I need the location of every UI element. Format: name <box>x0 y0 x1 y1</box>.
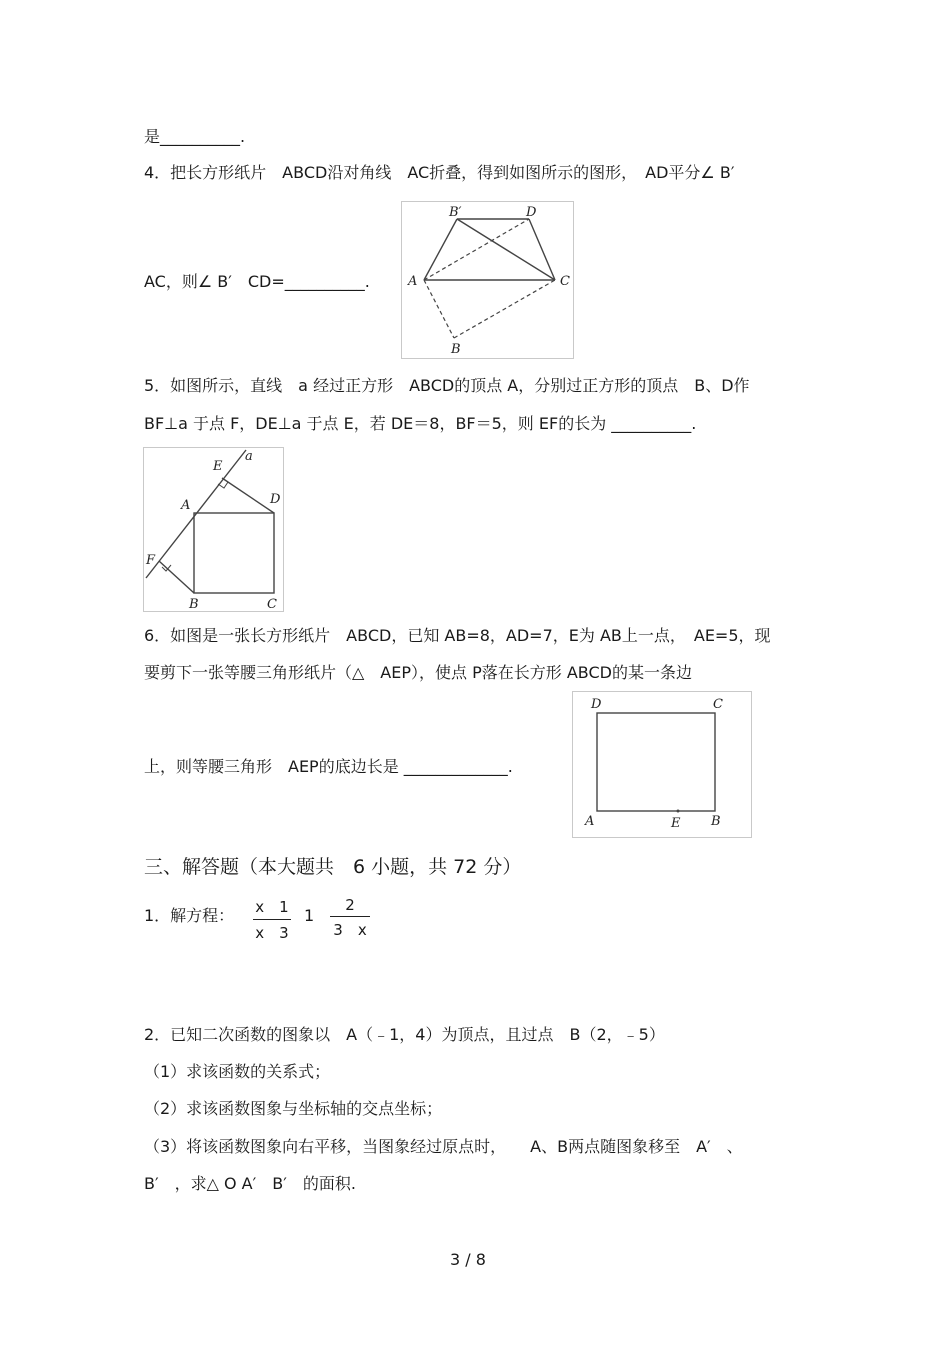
q6-text-line1: 6．如图是一张长方形纸片 ABCD，已知 AB=8，AD=7，E为 AB上一点， AE=5，现 <box>144 626 771 645</box>
q4-text-line2: AC，则∠ B′ CD=__________. <box>144 272 370 291</box>
q6-label-b: B <box>711 814 721 829</box>
q6-text-line3: 上，则等腰三角形 AEP的底边长是 _____________. <box>144 757 513 776</box>
q5-label-b: B <box>189 597 199 611</box>
equation-one: 1 <box>304 906 315 925</box>
q5-label-a-line: a <box>245 449 253 464</box>
q5-label-c: C <box>267 597 277 611</box>
q4-label-b: B <box>451 342 461 357</box>
q5-label-d: D <box>270 492 281 507</box>
q5-label-e: E <box>213 459 223 474</box>
fraction-2-numerator: 2 <box>345 896 355 914</box>
q4-label-a: A <box>408 274 418 289</box>
s3-q2-sub3b: B′ ，求△ O A′ B′ 的面积. <box>144 1174 356 1193</box>
s3-q1-label: 1．解方程： <box>144 906 235 925</box>
q5-text-line2: BF⊥a 于点 F，DE⊥a 于点 E，若 DE＝8，BF＝5，则 EF的长为 __________. <box>144 414 697 433</box>
q6-label-c: C <box>713 697 723 712</box>
equation-fraction-2 <box>330 896 370 940</box>
s3-q2-sub1: （1）求该函数的关系式； <box>144 1062 331 1081</box>
q4-figure <box>401 201 574 359</box>
q6-label-d: D <box>591 697 602 712</box>
blank-line-top: 是__________. <box>144 127 246 146</box>
equation-fraction-1 <box>253 896 291 943</box>
fraction-1-denominator: x 3 <box>255 924 289 942</box>
q6-text-line2: 要剪下一张等腰三角形纸片（△ AEP），使点 P落在长方形 ABCD的某一条边 <box>144 663 692 682</box>
q5-label-a: A <box>181 498 191 513</box>
q4-label-d: D <box>526 205 537 220</box>
q6-figure <box>572 691 752 838</box>
fraction-1-numerator: x 1 <box>255 898 289 916</box>
fraction-2-denominator: 3 x <box>333 921 367 939</box>
section3-heading: 三、解答题（本大题共 6 小题，共 72 分） <box>144 856 522 878</box>
q5-text-line1: 5．如图所示，直线 a 经过正方形 ABCD的顶点 A，分别过正方形的顶点 B、D作 <box>144 376 750 395</box>
s3-q2-sub2: （2）求该函数图象与坐标轴的交点坐标； <box>144 1099 443 1118</box>
page-number: 3 / 8 <box>450 1250 486 1269</box>
s3-q2-sub3: （3）将该函数图象向右平移，当图象经过原点时， A、B两点随图象移至 A′ 、 <box>144 1137 743 1156</box>
q4-label-bprime: B′ <box>449 205 462 220</box>
q5-label-f: F <box>146 553 156 568</box>
q6-label-e: E <box>671 816 681 831</box>
q4-text-line1: 4．把长方形纸片 ABCD沿对角线 AC折叠，得到如图所示的图形， AD平分∠ B′ <box>144 163 735 182</box>
q6-label-a: A <box>585 814 595 829</box>
q5-figure <box>143 447 284 612</box>
q4-label-c: C <box>560 274 570 289</box>
s3-q2-line1: 2．已知二次函数的图象以 A（﹣1，4）为顶点，且过点 B（2，﹣5） <box>144 1025 665 1044</box>
